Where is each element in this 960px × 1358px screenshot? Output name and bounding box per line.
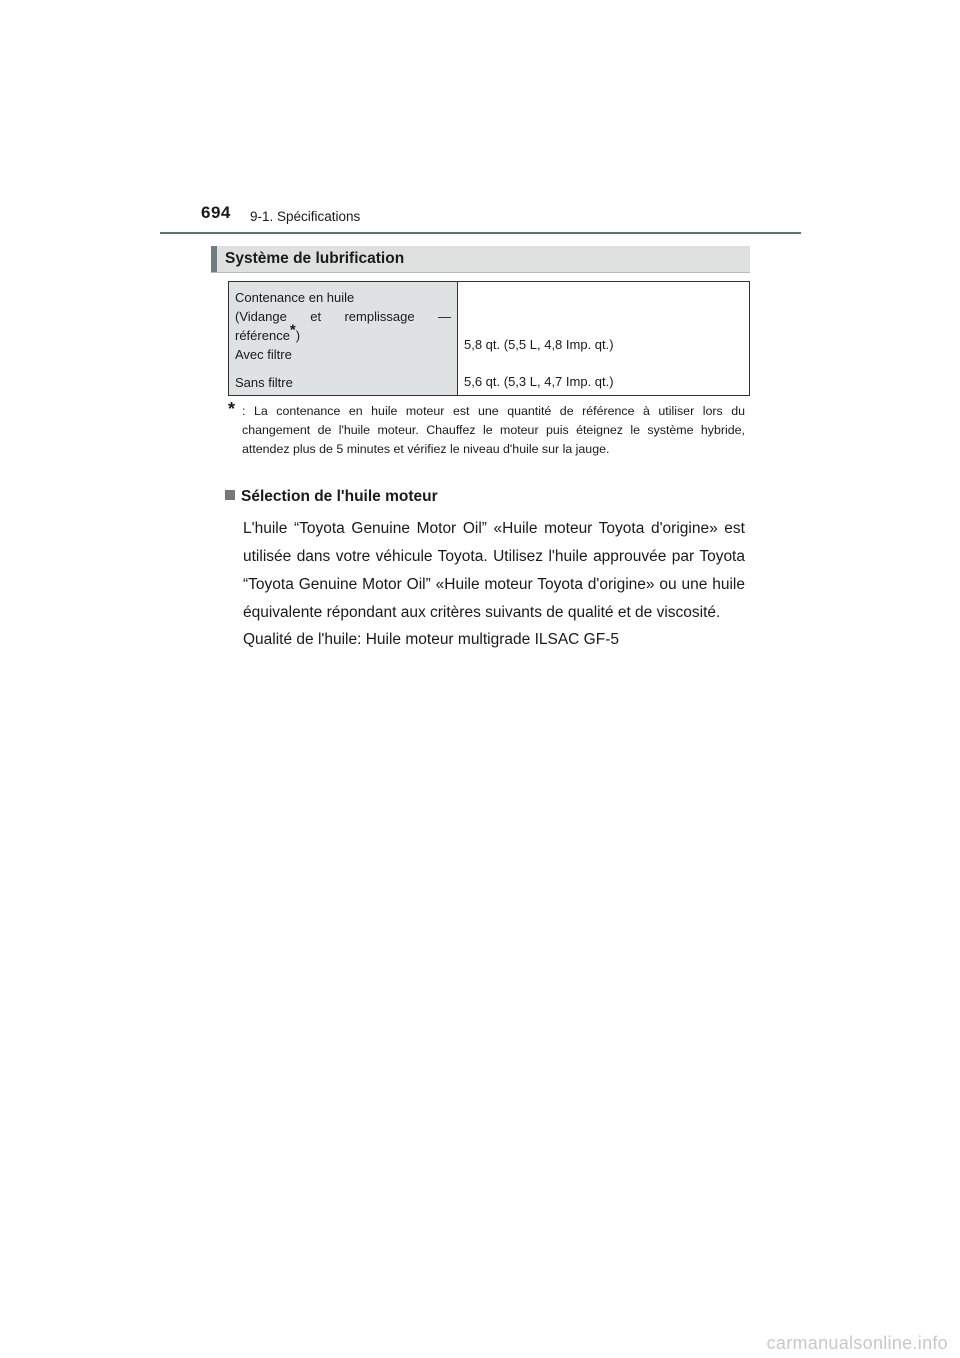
label-line-3	[235, 321, 451, 345]
label-line-3-close: )	[295, 328, 301, 343]
footnote	[228, 399, 745, 459]
spec-value-column	[458, 282, 749, 395]
value-with-filter: 5,8 qt. (5,5 L, 4,8 Imp. qt.)	[464, 337, 614, 352]
square-bullet-icon	[225, 490, 235, 500]
footnote-text: : La contenance en huile moteur est une quantité de référence à utiliser lors du changement de l'huile moteur. Chauffez le moteur puis éteignez le système hybride, attendez plus de 5 minutes et vérifiez le niveau d'huile sur la jauge.	[242, 404, 745, 456]
header-rule	[160, 232, 801, 234]
oil-selection-paragraph: L'huile “Toyota Genuine Motor Oil” «Huile moteur Toyota d'origine» est utilisée dans votre véhicule Toyota. Utilisez l'huile approuvée par Toyota “Toyota Genuine Motor Oil” «Huile moteur Toyota d'origine» ou une huile équivalente répondant aux critères suivants de qualité et de viscosité.	[243, 520, 745, 621]
value-without-filter: 5,6 qt. (5,3 L, 4,7 Imp. qt.)	[464, 374, 614, 389]
oil-quality-line: Qualité de l'huile: Huile moteur multigrade ILSAC GF-5	[243, 631, 619, 648]
watermark: carmanualsonline.info	[766, 1333, 948, 1353]
spec-table	[228, 281, 750, 396]
label-line-3-text: référence	[235, 328, 290, 343]
section-title: Système de lubrification	[211, 246, 750, 272]
running-head: 9-1. Spécifications	[250, 209, 361, 224]
label-line-1: Contenance en huile	[235, 290, 355, 305]
oil-selection-heading	[225, 488, 438, 506]
label-with-filter: Avec filtre	[235, 347, 292, 362]
section-underline	[211, 272, 750, 273]
spec-label-column	[229, 282, 458, 395]
oil-selection-heading-text: Sélection de l'huile moteur	[241, 488, 438, 505]
label-line-2: (Vidange et remplissage —	[235, 309, 451, 324]
footnote-marker: *	[228, 399, 236, 419]
footnote-marker-ref: *	[289, 321, 296, 339]
page-number: 694	[201, 203, 231, 222]
label-without-filter: Sans filtre	[235, 375, 293, 390]
